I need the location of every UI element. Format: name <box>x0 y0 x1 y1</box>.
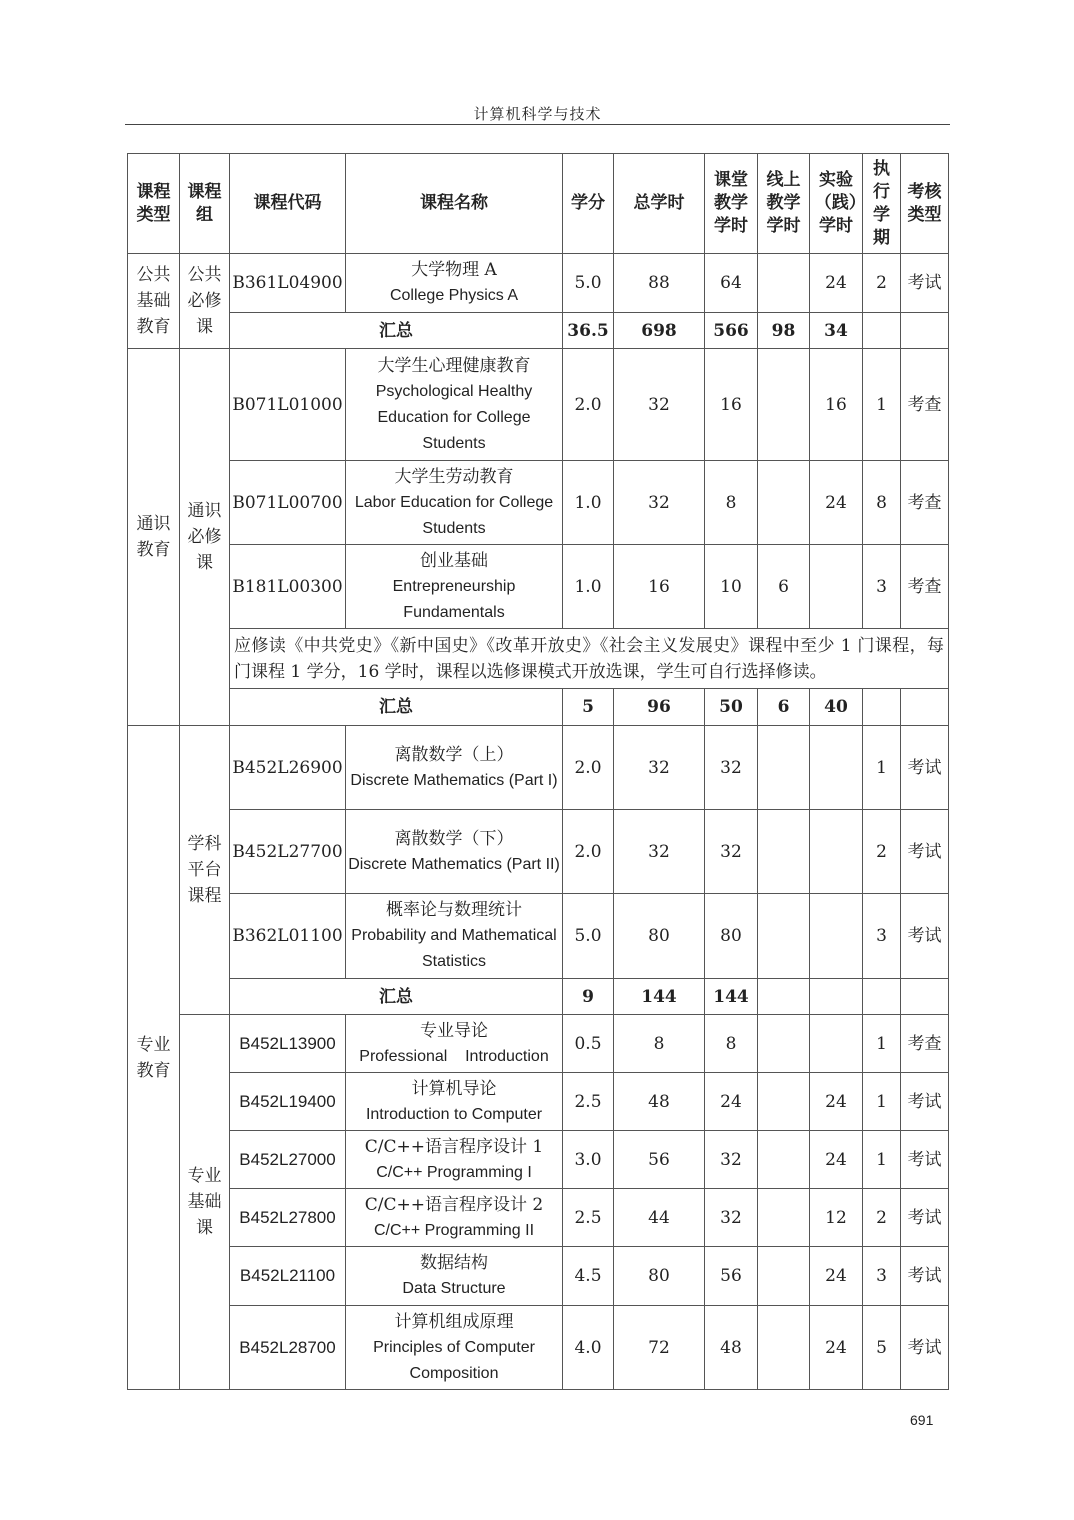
course-name <box>346 810 563 894</box>
page-number: 691 <box>910 1412 934 1428</box>
exam-type: 考试 <box>901 1247 949 1306</box>
exam-type: 考试 <box>901 894 949 979</box>
lab-hours: 24 <box>810 1131 863 1189</box>
header-rule <box>125 124 950 125</box>
credit: 2.5 <box>563 1073 614 1131</box>
course-name <box>346 1306 563 1390</box>
course-name-cn: C/C++语言程序设计 1 <box>364 1136 544 1157</box>
credit: 2.0 <box>563 726 614 810</box>
classroom-hours: 56 <box>705 1247 758 1306</box>
course-name-cn: 计算机导论 <box>411 1078 497 1099</box>
col-header-type: 课程类型 <box>128 154 180 254</box>
table-row <box>128 894 949 979</box>
course-name-en: Psychological Healthy Education for College Students <box>375 382 533 452</box>
course-name-cn: 离散数学（上） <box>394 744 514 765</box>
lab-hours: 16 <box>810 349 863 461</box>
summary-classroom: 50 <box>705 689 758 726</box>
summary-credit: 36.5 <box>563 313 614 349</box>
col-header-credit: 学分 <box>563 154 614 254</box>
course-name <box>346 461 563 545</box>
course-code: B452L19400 <box>230 1073 346 1131</box>
summary-credit: 9 <box>563 979 614 1015</box>
online-hours <box>758 349 810 461</box>
credit: 5.0 <box>563 254 614 313</box>
classroom-hours: 32 <box>705 1131 758 1189</box>
col-header-group: 课程组 <box>180 154 230 254</box>
course-name-cn: 大学生心理健康教育 <box>377 355 531 376</box>
total-hours: 44 <box>614 1189 705 1247</box>
col-header-classroom: 课堂教学学时 <box>705 154 758 254</box>
course-name-en: Discrete Mathematics (Part I) <box>350 771 558 789</box>
course-name-en: Entrepreneurship Fundamentals <box>392 577 516 621</box>
summary-label: 汇总 <box>230 313 563 349</box>
table-row <box>128 254 949 313</box>
course-code: B452L26900 <box>230 726 346 810</box>
exam-type: 考试 <box>901 726 949 810</box>
online-hours <box>758 1306 810 1390</box>
course-name-cn: 概率论与数理统计 <box>386 900 522 920</box>
col-header-online: 线上教学学时 <box>758 154 810 254</box>
course-name <box>346 545 563 629</box>
group-basic: 专业基础课 <box>180 1015 230 1390</box>
term: 1 <box>863 1131 901 1189</box>
table-row <box>128 1131 949 1189</box>
group-public: 公共必修课 <box>180 254 230 349</box>
summary-row <box>128 313 949 349</box>
course-name <box>346 1015 563 1073</box>
summary-hours: 144 <box>614 979 705 1015</box>
course-name-en: Probability and Mathematical Statistics <box>351 927 557 970</box>
col-header-code: 课程代码 <box>230 154 346 254</box>
table-row <box>128 726 949 810</box>
online-hours <box>758 1015 810 1073</box>
online-hours <box>758 894 810 979</box>
classroom-hours: 48 <box>705 1306 758 1390</box>
table-row <box>128 1247 949 1306</box>
course-name <box>346 894 563 979</box>
credit: 2.0 <box>563 810 614 894</box>
classroom-hours: 32 <box>705 726 758 810</box>
classroom-hours: 16 <box>705 349 758 461</box>
classroom-hours: 8 <box>705 1015 758 1073</box>
table-row <box>128 1189 949 1247</box>
course-code: B071L01000 <box>230 349 346 461</box>
group-platform: 学科平台课程 <box>180 726 230 1015</box>
course-name-cn: 离散数学（下） <box>394 828 514 849</box>
credit: 5.0 <box>563 894 614 979</box>
course-code: B362L01100 <box>230 894 346 979</box>
total-hours: 80 <box>614 1247 705 1306</box>
classroom-hours: 80 <box>705 894 758 979</box>
credit: 1.0 <box>563 545 614 629</box>
summary-hours: 96 <box>614 689 705 726</box>
summary-classroom: 144 <box>705 979 758 1015</box>
lab-hours: 12 <box>810 1189 863 1247</box>
table-row <box>128 1015 949 1073</box>
exam-type: 考试 <box>901 1189 949 1247</box>
lab-hours <box>810 545 863 629</box>
summary-online: 98 <box>758 313 810 349</box>
online-hours: 6 <box>758 545 810 629</box>
course-name-cn: 数据结构 <box>420 1253 488 1273</box>
course-name-en: Discrete Mathematics (Part II) <box>348 855 560 873</box>
course-code: B452L27800 <box>230 1189 346 1247</box>
total-hours: 72 <box>614 1306 705 1390</box>
note-row <box>128 629 949 689</box>
course-name-cn: 计算机组成原理 <box>394 1311 514 1332</box>
classroom-hours: 32 <box>705 810 758 894</box>
course-code: B452L13900 <box>230 1015 346 1073</box>
total-hours: 32 <box>614 810 705 894</box>
summary-online: 6 <box>758 689 810 726</box>
credit: 4.5 <box>563 1247 614 1306</box>
total-hours: 80 <box>614 894 705 979</box>
course-name <box>346 349 563 461</box>
course-name <box>346 1189 563 1247</box>
online-hours <box>758 1189 810 1247</box>
classroom-hours: 10 <box>705 545 758 629</box>
course-name-en: Introduction to Computer <box>365 1105 543 1123</box>
course-name <box>346 726 563 810</box>
summary-lab: 40 <box>810 689 863 726</box>
course-name <box>346 1247 563 1306</box>
credit: 2.5 <box>563 1189 614 1247</box>
term: 3 <box>863 894 901 979</box>
credit: 1.0 <box>563 461 614 545</box>
col-header-hours: 总学时 <box>614 154 705 254</box>
total-hours: 16 <box>614 545 705 629</box>
term: 3 <box>863 545 901 629</box>
table-row <box>128 461 949 545</box>
exam-type: 考试 <box>901 810 949 894</box>
exam-type: 考查 <box>901 461 949 545</box>
online-hours <box>758 726 810 810</box>
classroom-hours: 24 <box>705 1073 758 1131</box>
total-hours: 56 <box>614 1131 705 1189</box>
summary-lab <box>810 979 863 1015</box>
term: 2 <box>863 810 901 894</box>
online-hours <box>758 810 810 894</box>
term: 1 <box>863 726 901 810</box>
page-header-title: 计算机科学与技术 <box>473 105 602 123</box>
course-name-en: Labor Education for College Students <box>354 493 554 537</box>
term: 5 <box>863 1306 901 1390</box>
summary-row <box>128 689 949 726</box>
summary-label: 汇总 <box>230 979 563 1015</box>
summary-credit: 5 <box>563 689 614 726</box>
table-row <box>128 349 949 461</box>
classroom-hours: 64 <box>705 254 758 313</box>
table-row <box>128 1073 949 1131</box>
course-name-en: Data Structure <box>402 1280 506 1297</box>
col-header-lab: 实验（践）学时 <box>810 154 863 254</box>
exam-type: 考试 <box>901 1131 949 1189</box>
course-name <box>346 254 563 313</box>
table-row <box>128 545 949 629</box>
exam-type: 考查 <box>901 349 949 461</box>
course-name-cn: 创业基础 <box>420 550 488 571</box>
total-hours: 32 <box>614 461 705 545</box>
table-row <box>128 1306 949 1390</box>
course-code: B181L00300 <box>230 545 346 629</box>
lab-hours <box>810 810 863 894</box>
course-name <box>346 1131 563 1189</box>
table-row <box>128 810 949 894</box>
lab-hours: 24 <box>810 1306 863 1390</box>
term: 1 <box>863 1015 901 1073</box>
credit: 2.0 <box>563 349 614 461</box>
exam-type: 考查 <box>901 1015 949 1073</box>
elective-note: 应修读《中共党史》《新中国史》《改革开放史》《社会主义发展史》课程中至少 1 门课程，每门课程 1 学分，16 学时，课程以选修课模式开放选课，学生可自行选择修读。 <box>230 629 949 689</box>
course-name-en: College Physics A <box>389 287 519 304</box>
course-name-en: Professional Introduction <box>359 1047 549 1065</box>
course-code: B452L27700 <box>230 810 346 894</box>
lab-hours: 24 <box>810 1247 863 1306</box>
course-name-cn: 专业导论 <box>420 1020 488 1041</box>
term: 2 <box>863 254 901 313</box>
total-hours: 8 <box>614 1015 705 1073</box>
course-code: B452L28700 <box>230 1306 346 1390</box>
term: 8 <box>863 461 901 545</box>
online-hours <box>758 461 810 545</box>
col-header-exam: 考核类型 <box>901 154 949 254</box>
summary-online <box>758 979 810 1015</box>
summary-lab: 34 <box>810 313 863 349</box>
course-code: B361L04900 <box>230 254 346 313</box>
course-name-en: Principles of Computer Composition <box>373 1338 535 1382</box>
course-name-en: C/C++ Programming I <box>376 1163 532 1181</box>
total-hours: 32 <box>614 349 705 461</box>
online-hours <box>758 1073 810 1131</box>
exam-type: 考试 <box>901 1306 949 1390</box>
summary-classroom: 566 <box>705 313 758 349</box>
credit: 0.5 <box>563 1015 614 1073</box>
term: 1 <box>863 349 901 461</box>
lab-hours: 24 <box>810 1073 863 1131</box>
group-general: 通识必修课 <box>180 349 230 726</box>
lab-hours: 24 <box>810 254 863 313</box>
category-public: 公共基础教育 <box>128 254 180 349</box>
table-header-row <box>128 154 949 254</box>
term: 2 <box>863 1189 901 1247</box>
total-hours: 88 <box>614 254 705 313</box>
summary-row <box>128 979 949 1015</box>
total-hours: 48 <box>614 1073 705 1131</box>
category-general: 通识教育 <box>128 349 180 726</box>
classroom-hours: 32 <box>705 1189 758 1247</box>
online-hours <box>758 1131 810 1189</box>
exam-type: 考试 <box>901 1073 949 1131</box>
term: 3 <box>863 1247 901 1306</box>
lab-hours <box>810 1015 863 1073</box>
lab-hours <box>810 726 863 810</box>
course-name-cn: 大学生劳动教育 <box>394 466 514 487</box>
course-code: B452L27000 <box>230 1131 346 1189</box>
credit: 4.0 <box>563 1306 614 1390</box>
lab-hours <box>810 894 863 979</box>
credit: 3.0 <box>563 1131 614 1189</box>
course-name-cn: C/C++语言程序设计 2 <box>364 1194 544 1215</box>
total-hours: 32 <box>614 726 705 810</box>
online-hours <box>758 1247 810 1306</box>
col-header-name: 课程名称 <box>346 154 563 254</box>
exam-type: 考查 <box>901 545 949 629</box>
summary-hours: 698 <box>614 313 705 349</box>
category-major: 专业教育 <box>128 726 180 1390</box>
col-header-term: 执行学期 <box>863 154 901 254</box>
lab-hours: 24 <box>810 461 863 545</box>
course-name-cn: 大学物理 A <box>411 260 497 280</box>
course-table <box>127 153 949 1390</box>
course-name-en: C/C++ Programming II <box>373 1221 535 1239</box>
classroom-hours: 8 <box>705 461 758 545</box>
online-hours <box>758 254 810 313</box>
course-code: B071L00700 <box>230 461 346 545</box>
exam-type: 考试 <box>901 254 949 313</box>
term: 1 <box>863 1073 901 1131</box>
course-name <box>346 1073 563 1131</box>
course-code: B452L21100 <box>230 1247 346 1306</box>
summary-label: 汇总 <box>230 689 563 726</box>
